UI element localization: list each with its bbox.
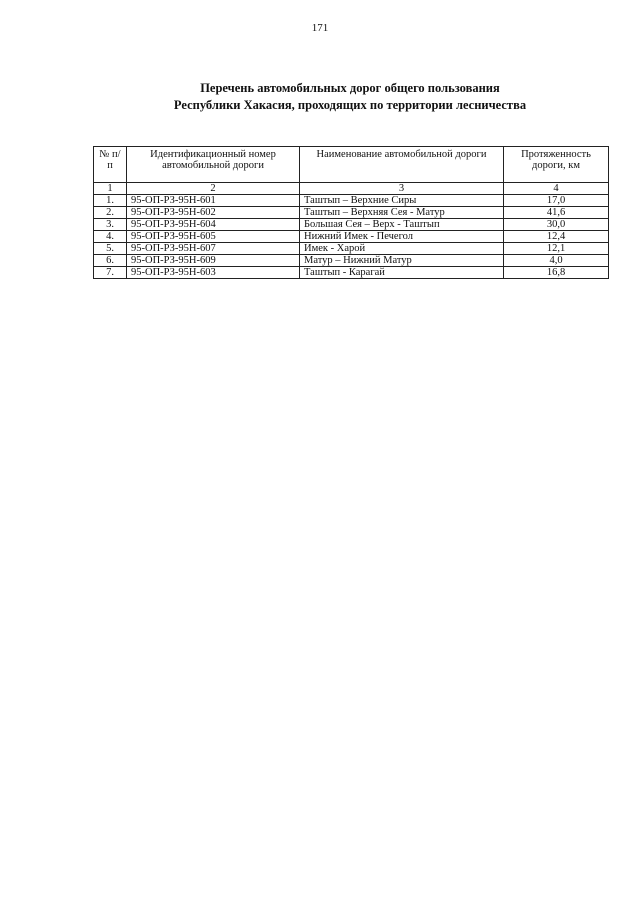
table-row <box>94 195 609 207</box>
road-id: 95-ОП-РЗ-95Н-604 <box>127 219 300 231</box>
road-name: Имек - Харой <box>300 243 504 255</box>
road-length: 12,4 <box>504 231 609 243</box>
header-number: № п/п <box>94 147 127 183</box>
road-length: 30,0 <box>504 219 609 231</box>
header-road-id: Идентификационный номер автомобильной дороги <box>127 147 300 183</box>
row-number: 5. <box>94 243 127 255</box>
table-row <box>94 243 609 255</box>
road-name: Таштып – Верхние Сиры <box>300 195 504 207</box>
header-road-name: Наименование автомобильной дороги <box>300 147 504 183</box>
table-row <box>94 231 609 243</box>
road-name: Таштып - Карагай <box>300 267 504 279</box>
table-row <box>94 207 609 219</box>
column-number: 1 <box>94 183 127 195</box>
road-length: 16,8 <box>504 267 609 279</box>
column-number: 4 <box>504 183 609 195</box>
road-id: 95-ОП-РЗ-95Н-602 <box>127 207 300 219</box>
road-id: 95-ОП-РЗ-95Н-603 <box>127 267 300 279</box>
column-number: 3 <box>300 183 504 195</box>
row-number: 3. <box>94 219 127 231</box>
column-number: 2 <box>127 183 300 195</box>
roads-table <box>93 146 609 279</box>
road-length: 17,0 <box>504 195 609 207</box>
document-title <box>60 80 640 114</box>
column-numbers-row <box>94 183 609 195</box>
row-number: 2. <box>94 207 127 219</box>
road-id: 95-ОП-РЗ-95Н-609 <box>127 255 300 267</box>
road-length: 4,0 <box>504 255 609 267</box>
road-length: 41,6 <box>504 207 609 219</box>
table-header-row <box>94 147 609 183</box>
road-name: Таштып – Верхняя Сея - Матур <box>300 207 504 219</box>
road-id: 95-ОП-РЗ-95Н-601 <box>127 195 300 207</box>
row-number: 4. <box>94 231 127 243</box>
title-line-2: Республики Хакасия, проходящих по территории лесничества <box>173 98 527 112</box>
page-number: 171 <box>311 22 329 34</box>
table-row <box>94 255 609 267</box>
road-id: 95-ОП-РЗ-95Н-605 <box>127 231 300 243</box>
row-number: 6. <box>94 255 127 267</box>
header-road-length: Протяженность дороги, км <box>504 147 609 183</box>
row-number: 7. <box>94 267 127 279</box>
road-name: Матур – Нижний Матур <box>300 255 504 267</box>
road-id: 95-ОП-РЗ-95Н-607 <box>127 243 300 255</box>
title-line-1: Перечень автомобильных дорог общего пользования <box>200 81 500 95</box>
row-number: 1. <box>94 195 127 207</box>
road-name: Нижний Имек - Печегол <box>300 231 504 243</box>
road-length: 12,1 <box>504 243 609 255</box>
table-row <box>94 267 609 279</box>
road-name: Большая Сея – Верх - Таштып <box>300 219 504 231</box>
table-row <box>94 219 609 231</box>
